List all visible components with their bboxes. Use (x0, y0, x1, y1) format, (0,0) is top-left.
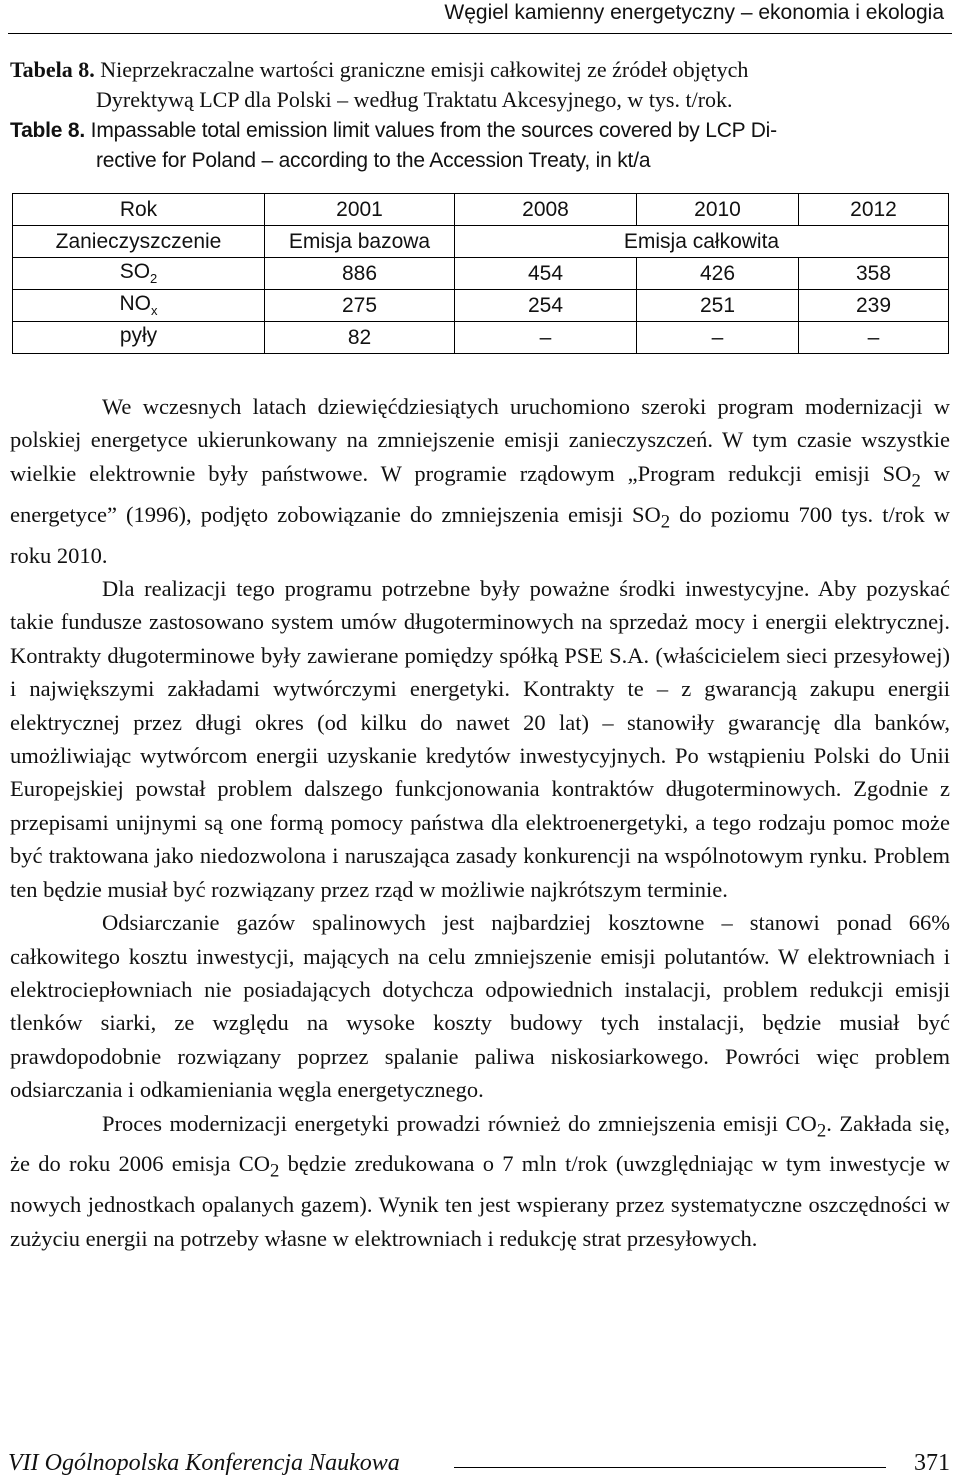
table-cell: 239 (799, 290, 949, 322)
base-emission-header: Emisja bazowa (265, 226, 455, 258)
running-title: Węgiel kamienny energetyczny – ekonomia i ekologia (444, 1, 944, 24)
table-cell: 251 (637, 290, 799, 322)
body-text (10, 390, 950, 1255)
page-footer (8, 1448, 952, 1478)
table-row (13, 258, 949, 290)
paragraph-1: We wczesnych latach dziewięćdziesiątych uruchomiono szeroki program modernizacji w polskiej energetyce ukierunkowany na zmniejszenie emisji zanieczyszczeń. W tym czasie wszystkie wielkie elektrownie były państwowe. W programie rządowym „Program redukcji emisji $SO_2$ w energetyce” (1996), podjęto zobowiązanie do zmniejszenia emisji $SO_2$ do poziomu 700 tys. t/rok w roku 2010. (10, 394, 950, 568)
table-caption-english (10, 116, 950, 176)
caption-label: Tabela 8. (10, 57, 95, 82)
caption-text: Nieprzekraczalne wartości graniczne emisji całkowitej ze źródeł objętych (94, 57, 749, 82)
table-row (13, 322, 949, 354)
footer-divider (454, 1467, 886, 1468)
paragraph-3: Odsiarczanie gazów spalinowych jest najbardziej kosztowne – stanowi ponad 66% całkowitego kosztu inwestycji, mających na celu zmniejszenie emisji polutantów. W elektrowniach i elektrociepłowniach nie posiadających dotychcza odpowiednich instalacji, problem redukcji emisji tlenków siarki, ze względu na wysoke koszty budowy tych instalacji, będzie musiał być prawdopodobnie rozwiązany poprzez spalanie paliwa niskosiarkowego. Powróci więc problem odsiarczania i odkamieniania węgla energetycznego. (10, 910, 950, 1103)
table-caption-polish (10, 55, 950, 115)
pollutant-name: $NO_x$ (13, 290, 265, 322)
running-header (8, 0, 952, 34)
conference-name: VII Ogólnopolska Konferencja Naukowa (8, 1450, 400, 1476)
pollutant-name: $SO_2$ (13, 258, 265, 290)
pollutant-name: pyły (13, 322, 265, 354)
table-cell: 82 (265, 322, 455, 354)
paragraph-2: Dla realizacji tego programu potrzebne były poważne środki inwestycyjne. Aby pozyskać takie fundusze zastosowano system umów długoterminowych na sprzedaż mocy i energii elektrycznej. Kontrakty długoterminowe były zawierane pomiędzy spółką PSE S.A. (właścicielem sieci przesyłowej) i największymi zakładami wytwórczymi energetyki. Kontrakty te – z gwarancją zakupu energii elektrycznej przez długi okres (od kilku do nawet 20 lat) – stanowiły gwarancję dla banków, umożliwiając wytwórcom energii uzyskanie kredytów inwestycyjnych. Po wstąpieniu Polski do Unii Europejskiej powstał problem dalszego funkcjonowania kontraktów długoterminowych. Zgodnie z przepisami unijnymi są one formą pomocy państwa dla elektroenergetyki, a tego rodzaju pomoc może być traktowana jako niedozwolona i naruszająca zasady konkurencji na wspólnotowym rynku. Problem ten będzie musiał być rozwiązany przez rząd w możliwie najkrótszym terminie. (10, 576, 950, 902)
table-row (13, 290, 949, 322)
table-cell: 426 (637, 258, 799, 290)
emission-limits-table (12, 193, 949, 354)
header-cell: 2012 (799, 194, 949, 226)
total-emission-header: Emisja całkowita (455, 226, 949, 258)
table-cell: – (455, 322, 637, 354)
caption-text: Impassable total emission limit values from the sources covered by LCP Di- (85, 119, 777, 142)
header-cell: Rok (13, 194, 265, 226)
caption-label: Table 8. (10, 119, 86, 142)
header-cell: 2008 (455, 194, 637, 226)
page-number: 371 (914, 1450, 950, 1476)
table-cell: 275 (265, 290, 455, 322)
caption-text-line2: rective for Poland – according to the Accession Treaty, in kt/a (96, 149, 651, 172)
pollutant-header: Zanieczyszczenie (13, 226, 265, 258)
paragraph-4: Proces modernizacji energetyki prowadzi również do zmniejszenia emisji $CO_2$. Zakłada się, że do roku 2006 emisja $CO_2$ będzie zredukowana o 7 mln t/rok (uwzględniając w tym inwestycje w nowych jednostkach opalanych gazem). Wynik ten jest wspierany przez systematyczne oszczędności w zużyciu energii na potrzeby własne w elektrowniach i redukcję strat przesyłowych. (10, 1110, 950, 1251)
table-cell: 254 (455, 290, 637, 322)
header-cell: 2001 (265, 194, 455, 226)
table-header-row (13, 194, 949, 226)
table-cell: 886 (265, 258, 455, 290)
table-cell: – (799, 322, 949, 354)
table-cell: – (637, 322, 799, 354)
table-subheader-row (13, 226, 949, 258)
table-cell: 454 (455, 258, 637, 290)
caption-text-line2: Dyrektywą LCP dla Polski – według Traktatu Akcesyjnego, w tys. t/rok. (96, 87, 733, 112)
table-cell: 358 (799, 258, 949, 290)
header-cell: 2010 (637, 194, 799, 226)
